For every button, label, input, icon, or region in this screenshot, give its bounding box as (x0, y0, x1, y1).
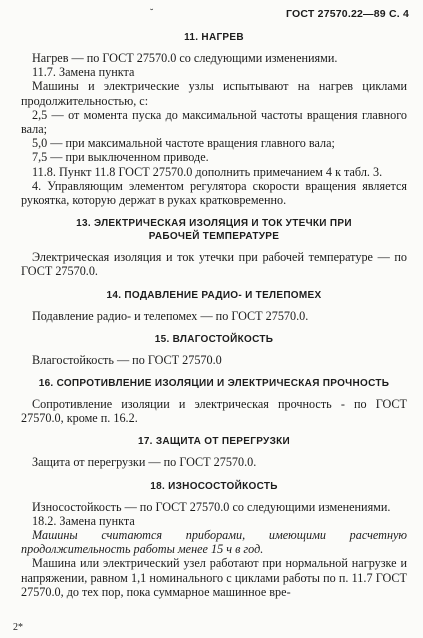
paragraph: 4. Управляющим элементом регулятора скорости вращения является рукоятка, которую держат в руках кратковременно. (21, 178, 407, 208)
paragraph: Машины и электрические узлы испытывают на нагрев циклами продолжительностью, с: (21, 79, 407, 108)
paragraph: 2,5 — от момента пуска до максимальной частоты вращения главного вала; (21, 107, 407, 137)
paragraph: Износостойкость — по ГОСТ 27570.0 со следующими изменениями. (32, 499, 391, 514)
section-heading-13: 13. ЭЛЕКТРИЧЕСКАЯ ИЗОЛЯЦИЯ И ТОК УТЕЧКИ ПРИ РАБОЧЕЙ ТЕМПЕРАТУРЕ (76, 218, 352, 243)
paragraph: 5,0 — при максимальной частоте вращения главного вала; (32, 136, 335, 151)
document-body (21, 31, 407, 599)
paragraph (21, 514, 407, 528)
paragraph: Сопротивление изоляции и электрическая прочность - по ГОСТ 27570.0, кроме п. 16.2. (21, 397, 407, 426)
footer-mark: 2* (13, 622, 23, 633)
section-heading-14: 14. ПОДАВЛЕНИЕ РАДИО- И ТЕЛЕПОМЕХ (106, 289, 322, 301)
section-heading-15: 15. ВЛАГОСТОЙКОСТЬ (154, 333, 274, 345)
margin-mark: ˘ (150, 8, 154, 19)
paragraph: Машина или электрический узел работают при нормальной нагрузке и напряжении, равном 1,1 номинального с циклами работы по п. 11.7 ГОСТ 27570.0, до тех пор, пока суммарное машинное вре- (21, 556, 407, 599)
clause-label: 11.7. Замена пункта (32, 65, 135, 80)
paragraph (21, 65, 407, 79)
paragraph: Нагрев — по ГОСТ 27570.0 со следующими изменениями. (32, 51, 338, 65)
clause-label: 18.2. Замена пункта (32, 513, 135, 528)
paragraph-italic: Машины считаются приборами, имеющими расчетную продолжительность работы менее 15 ч в год. (21, 528, 407, 557)
paragraph: Защита от перегрузки — по ГОСТ 27570.0. (32, 455, 257, 470)
section-heading-18: 18. ИЗНОСОСТОЙКОСТЬ (150, 480, 278, 492)
section-heading-17: 17. ЗАЩИТА ОТ ПЕРЕГРУЗКИ (137, 436, 291, 448)
section-heading-16: 16. СОПРОТИВЛЕНИЕ ИЗОЛЯЦИИ И ЭЛЕКТРИЧЕСКАЯ ПРОЧНОСТЬ (38, 378, 390, 390)
paragraph: 7,5 — при выключенном приводе. (32, 150, 209, 165)
paragraph: Электрическая изоляция и ток утечки при рабочей температуре — по ГОСТ 27570.0. (21, 250, 407, 279)
paragraph: Подавление радио- и телепомех — по ГОСТ 27570.0. (32, 308, 309, 323)
page-header: ГОСТ 27570.22—89 С. 4 (286, 8, 409, 20)
section-heading-11: 11. НАГРЕВ (184, 32, 244, 43)
paragraph: 11.8. Пункт 11.8 ГОСТ 27570.0 дополнить примечанием 4 к табл. 3. (32, 164, 383, 179)
paragraph: Влагостойкость — по ГОСТ 27570.0 (32, 352, 222, 367)
